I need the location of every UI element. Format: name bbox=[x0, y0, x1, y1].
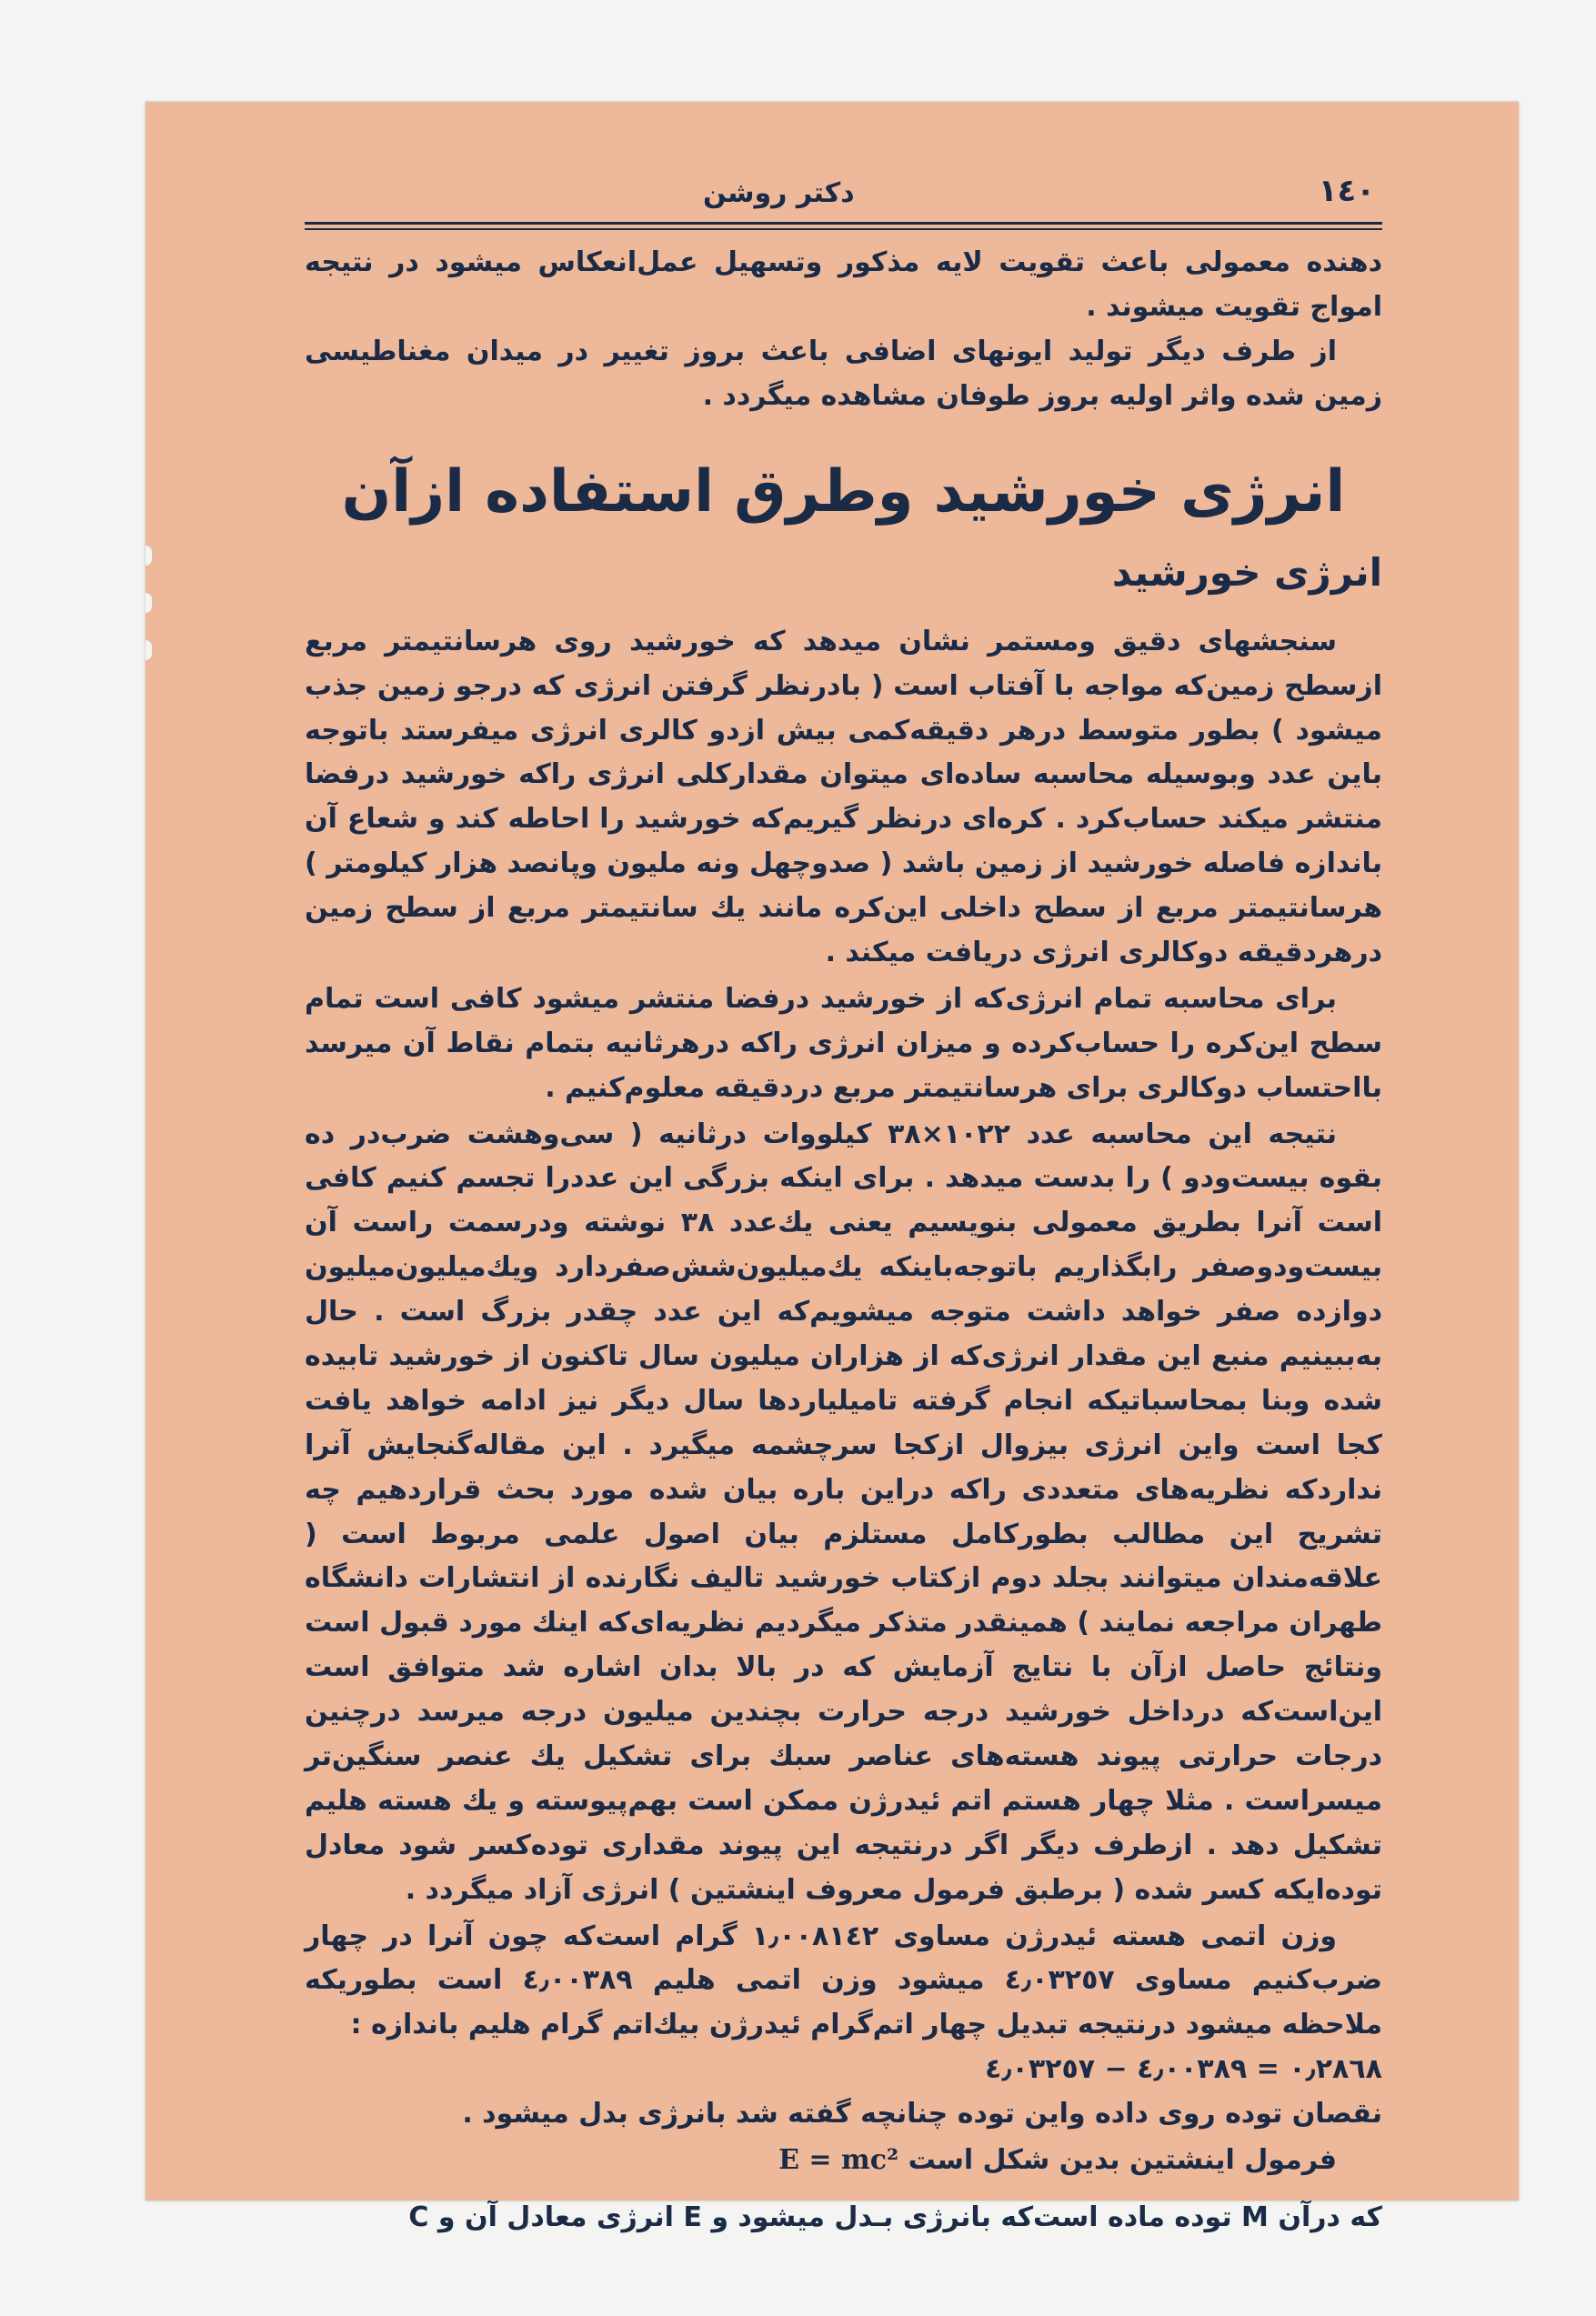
page-content bbox=[305, 156, 1382, 2241]
intro-paragraph: دهنده معمولی باعث تقویت لایه مذکور وتسهیل عمل‌انعکاس میشود در نتیجه امواج تقویت میشوند . bbox=[305, 246, 1382, 323]
body-paragraph: سنجشهای دقیق ومستمر نشان میدهد که خورشید روی هرسانتیمتر مربع ازسطح زمین‌که مواجه با آفتاب است ( بادرنظر گرفتن انرژی که درجو زمین جذب میشود ) بطور متوسط درهر دقیقه‌کمی بیش ازدو کالری انرژی میفرستد باتوجه باین عدد وبوسیله محاسبه ساده‌ای میتوان مقدارکلی انرژی راکه خورشید درفضا منتشر میکند حساب‌کرد . کره‌ای درنظر گیریم‌که خورشید را احاطه کند و شعاع آن باندازه فاصله خورشید از زمین باشد ( صدوچهل ونه ملیون وپانصد هزار کیلومتر ) هرسانتیمتر مربع از سطح داخلی این‌کره مانند یك سانتیمتر مربع از سطح زمین درهردقیقه دوکالری انرژی دریافت میکند . bbox=[305, 625, 1382, 968]
body-paragraph: وزن اتمی هسته ئیدرژن مساوی ۱٫٠٠٨۱٤٢ گرام است‌که چون آنرا در چهار ضرب‌کنیم مساوی ٤٫٠٣٢٥٧ میشود وزن اتمی هلیم ٤٫٠٠٣٨٩ است بطوریکه ملاحظه میشود درنتیجه تبدیل چهار اتم‌گرام ئیدرژن بیك‌اتم گرام هلیم باندازه : bbox=[305, 1920, 1382, 2041]
intro-paragraph: از طرف دیگر تولید ایونهای اضافی باعث بروز تغییر در میدان مغناطیسی زمین شده واثر اولیه بروز طوفان مشاهده میگردد . bbox=[305, 335, 1382, 412]
page-number: ۱٤٠ bbox=[1318, 173, 1375, 209]
body-paragraph: برای محاسبه تمام انرژی‌که از خورشید درفضا منتشر میشود کافی است تمام سطح این‌کره را حساب‌کرده و میزان انرژی راکه درهرثانیه بتمام نقاط آن میرسد بااحتساب دوکالری برای هرسانتیمتر مربع دردقیقه معلوم‌کنیم . bbox=[305, 982, 1382, 1104]
running-head: دکتر روشن bbox=[703, 177, 855, 209]
header-rule bbox=[305, 228, 1382, 230]
formula-intro: فرمول اینشتین بدین شکل است bbox=[908, 2144, 1337, 2177]
section-title: انرژی خورشید bbox=[1111, 550, 1382, 596]
punch-hole bbox=[146, 640, 152, 660]
header-rule bbox=[305, 222, 1382, 225]
punch-hole bbox=[146, 593, 152, 613]
punch-hole bbox=[146, 546, 152, 566]
body-paragraph: نتیجه این محاسبه عدد ۱٠٢٢×٣٨ کیلووات درثانیه ( سی‌وهشت ضرب‌در ده بقوه بیست‌ودو ) را بدست میدهد . برای اینکه بزرگی این عددرا تجسم کنیم کافی است آنرا بطریق معمولی بنویسیم یعنی یك‌عدد ٣٨ نوشته ودرسمت راست آن بیست‌ودوصفر رابگذاریم باتوجه‌باینکه یك‌میلیون‌شش‌صفردارد ویك‌میلیون‌میلیون دوازده صفر خواهد داشت متوجه میشویم‌که این عدد چقدر بزرگ است . حال به‌ببینیم منبع این مقدار انرژی‌که از هزاران میلیون سال تاکنون از خورشید تابیده شده وبنا بمحاسباتیکه انجام گرفته تامیلیاردها سال دیگر نیز ادامه خواهد یافت کجا است واین انرژی بیزوال ازکجا سرچشمه میگیرد . این مقاله‌گنجایش آنرا نداردکه نظریه‌های متعددی راکه دراین باره بیان شده مورد بحث قراردهیم چه تشریح این مطالب بطورکامل مستلزم بیان اصول علمی مربوط است ( علاقه‌مندان میتوانند بجلد دوم ازکتاب خورشید تالیف نگارنده از انتشارات دانشگاه طهران مراجعه نمایند ) همینقدر متذکر میگردیم نظریه‌ای‌که اینك مورد قبول است ونتائج حاصل ازآن با نتایج آزمایش که در بالا بدان اشاره شد متوافق است این‌است‌که درداخل خورشید درجه حرارت بچندین میلیون درجه میرسد درچنین درجات حرارتی پیوند هسته‌های عناصر سبك برای تشکیل یك عنصر سنگین‌تر میسراست . مثلا چهار هستم اتم ئیدرژن ممکن است بهم‌پیوسته و یك هسته هلیم تشکیل دهد . ازطرف دیگر اگر درنتیجه این پیوند مقداری توده‌کسر شود معادل توده‌ایکه کسر شده ( برطبق فرمول معروف اینشتین ) انرژی آزاد میگردد . bbox=[305, 1118, 1382, 1906]
body-paragraph: نقصان توده روی داده واین توده چنانچه گفته شد بانرژی بدل میشود . bbox=[462, 2098, 1382, 2131]
body-paragraph: که درآن M توده ماده است‌که بانرژی بـدل میشود و E انرژی معادل آن و C bbox=[408, 2201, 1382, 2233]
book-page bbox=[146, 102, 1519, 2233]
einstein-formula: E = mc² bbox=[778, 2144, 899, 2177]
formula-line bbox=[305, 2139, 1382, 2183]
page-header bbox=[305, 156, 1382, 209]
article-title: انرژی خورشید وطرق استفاده ازآن bbox=[341, 457, 1346, 526]
mass-defect-equation: ٠٫٢٨٦٨ = ٤٫٠٠٣٨٩ − ٤٫٠٣٢٥٧ bbox=[985, 2053, 1382, 2086]
